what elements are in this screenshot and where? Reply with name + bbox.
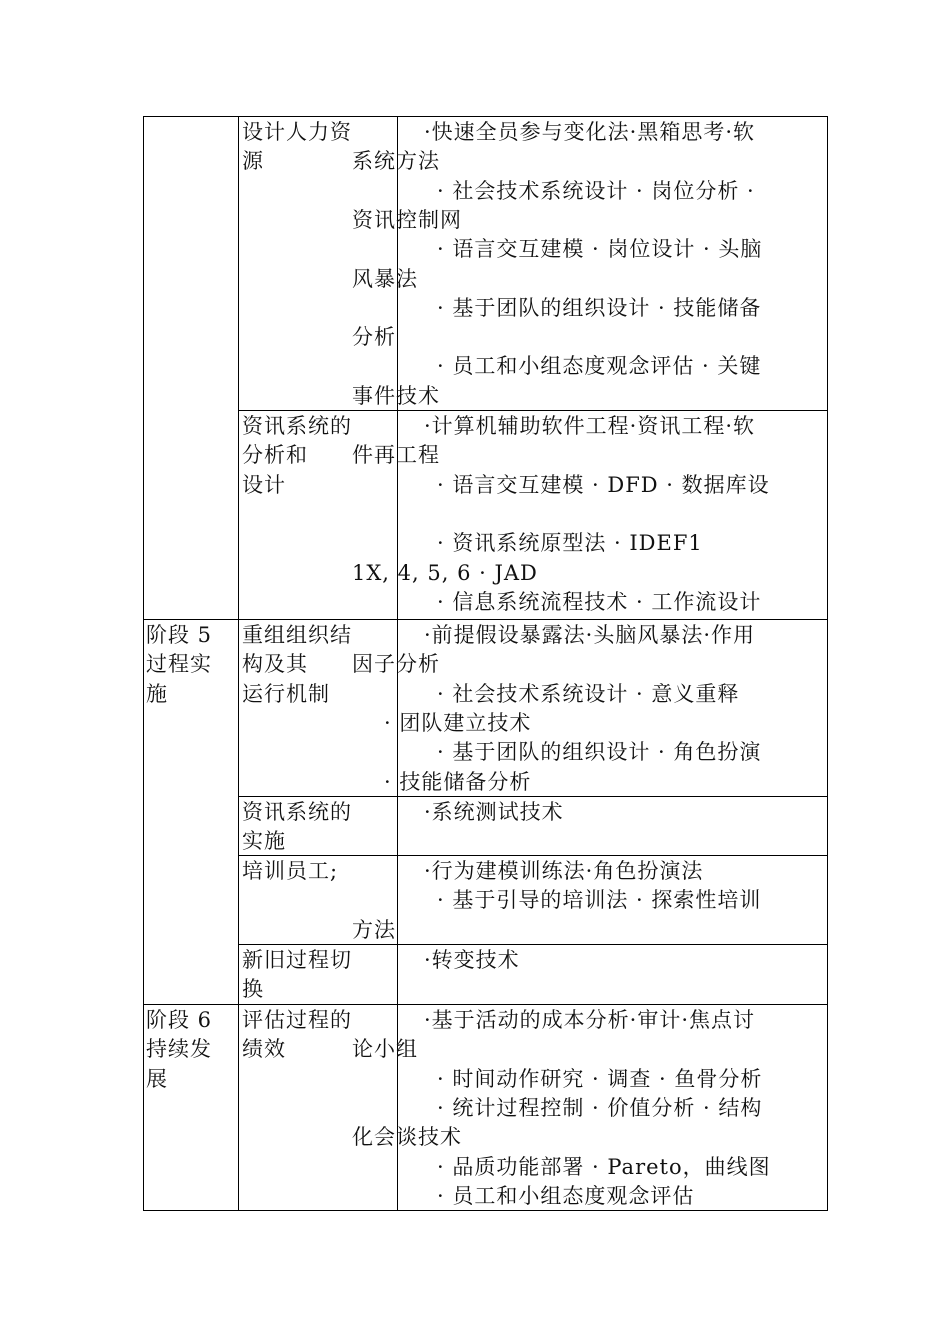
- row-divider: [238, 944, 828, 945]
- task-label: 换: [242, 977, 264, 1002]
- method-line: 分析: [352, 325, 396, 350]
- stage-label: 施: [146, 681, 168, 706]
- method-line: ·快速全员参与变化法·黑箱思考·软: [424, 120, 756, 144]
- stage-label: 过程实: [146, 652, 212, 677]
- row-divider: [238, 855, 828, 856]
- method-line: ·转变技术: [424, 948, 520, 972]
- method-line: · 语言交互建模 · 岗位设计 · 头脑: [437, 237, 763, 262]
- task-label: 源: [242, 149, 264, 174]
- task-label: 设计: [242, 472, 286, 497]
- column-divider: [238, 116, 239, 1210]
- task-label: 运行机制: [242, 681, 330, 706]
- method-line: · 员工和小组态度观念评估 · 关键: [437, 354, 762, 379]
- method-line: 论小组: [352, 1037, 418, 1062]
- method-line: · 基于团队的组织设计 · 技能储备: [437, 295, 762, 320]
- method-line: · 品质功能部署 · Pareto，曲线图: [437, 1154, 771, 1179]
- method-line: ·基于活动的成本分析·审计·焦点讨: [424, 1008, 756, 1032]
- task-label: 构及其: [242, 652, 308, 677]
- row-divider: [238, 796, 828, 797]
- method-line: · 基于引导的培训法 · 探索性培训: [437, 888, 762, 913]
- method-line: ·计算机辅助软件工程·资讯工程·软: [424, 414, 756, 438]
- method-line: · 基于团队的组织设计 · 角色扮演: [437, 740, 762, 765]
- method-line: 方法: [352, 917, 396, 942]
- method-line: ·行为建模训练法·角色扮演法: [424, 859, 704, 883]
- method-line: · 统计过程控制 · 价值分析 · 结构: [437, 1095, 763, 1120]
- table-border-top: [143, 116, 828, 117]
- method-line: · 团队建立技术: [384, 710, 532, 735]
- method-line: · 信息系统流程技术 · 工作流设计: [437, 589, 762, 614]
- method-line: ·前提假设暴露法·头脑风暴法·作用: [424, 623, 756, 647]
- method-line: · 员工和小组态度观念评估: [437, 1183, 695, 1208]
- method-line: · 时间动作研究 · 调查 · 鱼骨分析: [437, 1066, 763, 1091]
- method-line: 资讯控制网: [352, 207, 462, 232]
- method-line: · 社会技术系统设计 · 意义重释: [437, 681, 740, 706]
- method-line: 1X, 4, 5, 6 · JAD: [352, 560, 538, 585]
- method-line: 化会谈技术: [352, 1125, 462, 1150]
- task-label: 资讯系统的: [242, 414, 352, 438]
- method-line: 件再工程: [352, 443, 440, 468]
- stage-label: 阶段 5: [146, 623, 213, 647]
- method-line: 事件技术: [352, 383, 440, 408]
- row-divider: [143, 619, 828, 620]
- row-divider: [238, 410, 828, 411]
- task-label: 实施: [242, 829, 286, 854]
- method-line: · 资讯系统原型法 · IDEF1: [437, 531, 703, 556]
- task-label: 绩效: [242, 1037, 286, 1062]
- table-border-right: [827, 116, 828, 1210]
- method-line: 系统方法: [352, 149, 440, 174]
- task-label: 设计人力资: [242, 120, 352, 144]
- method-line: · 语言交互建模 · DFD · 数据库设: [437, 472, 770, 497]
- stage-label: 展: [146, 1066, 168, 1091]
- task-label: 资讯系统的: [242, 800, 352, 824]
- stage-label: 持续发: [146, 1037, 212, 1062]
- method-line: ·系统测试技术: [424, 800, 564, 824]
- method-line: · 技能储备分析: [384, 769, 532, 794]
- task-label: 分析和: [242, 443, 308, 468]
- task-label: 新旧过程切: [242, 948, 352, 972]
- method-line: 风暴法: [352, 266, 418, 291]
- method-line: · 社会技术系统设计 · 岗位分析 ·: [437, 178, 755, 203]
- table-border-left: [143, 116, 144, 1210]
- task-label: 评估过程的: [242, 1008, 352, 1032]
- task-label: 重组组织结: [242, 623, 352, 647]
- method-line: 因子分析: [352, 652, 440, 677]
- stage-label: 阶段 6: [146, 1008, 213, 1032]
- task-label: 培训员工;: [242, 859, 339, 883]
